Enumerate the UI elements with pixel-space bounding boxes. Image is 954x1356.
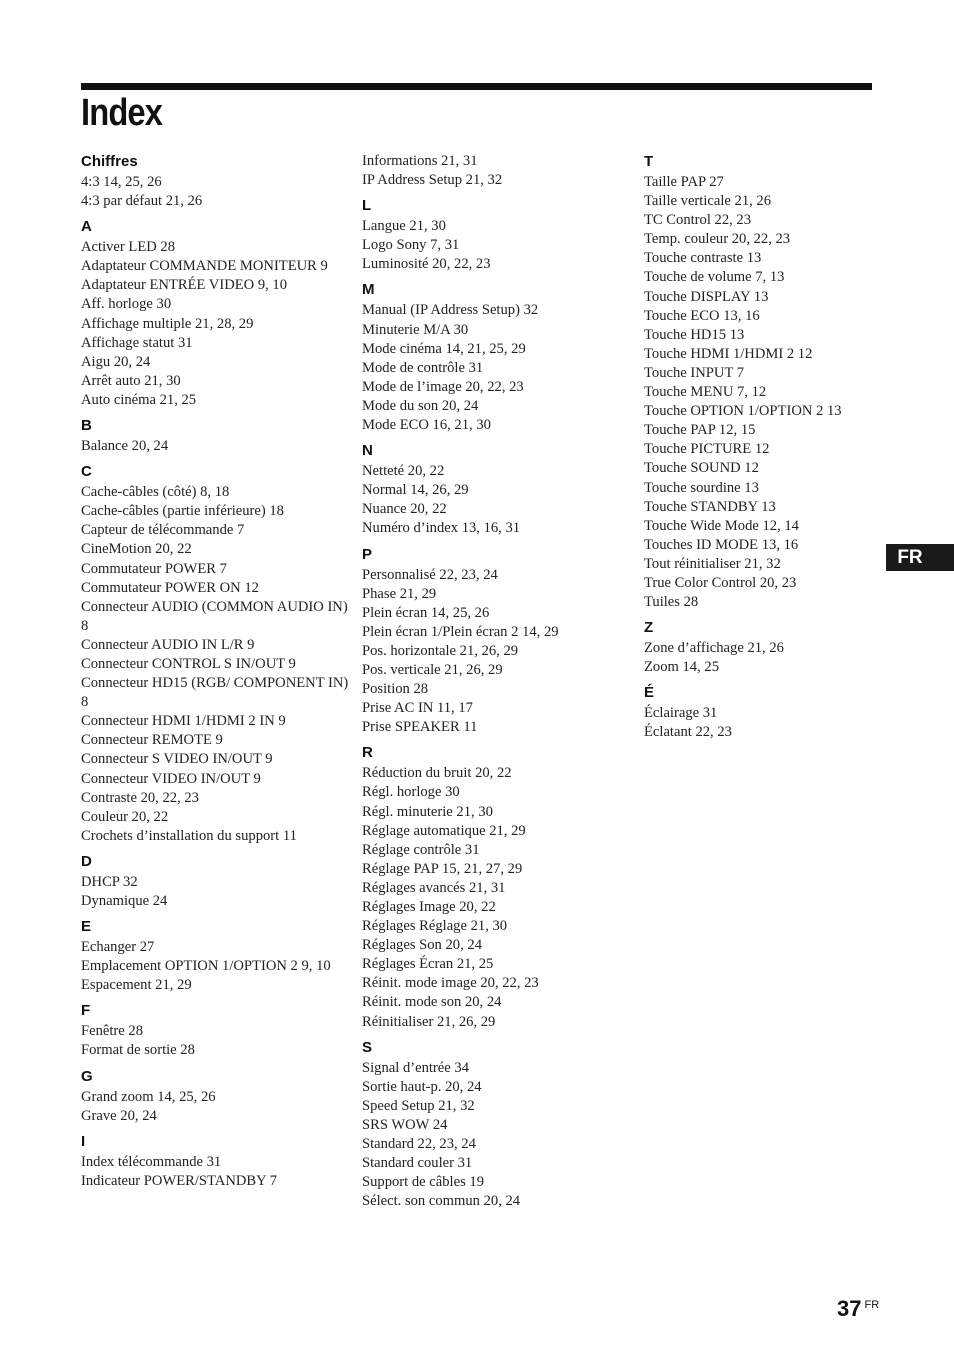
index-entry: Index télécommande 31 (81, 1153, 222, 1170)
index-entry: Sélect. son commun 20, 24 (362, 1193, 521, 1210)
index-section (81, 152, 351, 211)
index-entry: Sortie haut-p. 20, 24 (362, 1078, 482, 1095)
index-entry: Mode de contrôle 31 (362, 359, 484, 376)
index-entry: Cache-câbles (partie inférieure) 18 (81, 503, 284, 520)
index-entry: Grand zoom 14, 25, 26 (81, 1088, 216, 1105)
index-letter-heading: D (81, 852, 92, 870)
index-entry: Cache-câbles (côté) 8, 18 (81, 484, 230, 501)
index-column-3 (644, 152, 914, 743)
index-section (644, 152, 914, 612)
index-entry: Connecteur REMOTE 9 (81, 732, 223, 749)
index-entry: Tuiles 28 (644, 594, 699, 611)
index-entry: Touche PAP 12, 15 (644, 422, 756, 439)
index-section (362, 441, 632, 538)
index-entry: Touche contraste 13 (644, 250, 762, 267)
index-entry: Éclairage 31 (644, 705, 718, 722)
index-entry: Activer LED 28 (81, 239, 176, 256)
index-letter-heading: A (81, 218, 92, 236)
index-letter-heading: Chiffres (81, 153, 138, 170)
index-entry: Réglage contrôle 31 (362, 841, 480, 858)
index-entry: Mode ECO 16, 21, 30 (362, 417, 491, 434)
index-column-2 (362, 152, 632, 1211)
index-section (362, 280, 632, 435)
index-entry: Phase 21, 29 (362, 585, 437, 602)
index-entry: Support de câbles 19 (362, 1174, 484, 1191)
index-entry: TC Control 22, 23 (644, 212, 752, 229)
index-entry: Netteté 20, 22 (362, 463, 445, 480)
index-entry: Capteur de télécommande 7 (81, 522, 245, 539)
index-entry: Connecteur AUDIO IN L/R 9 (81, 636, 255, 653)
index-entry: Touche HD15 13 (644, 326, 745, 343)
index-entry: Zoom 14, 25 (644, 659, 719, 676)
index-entry: Position 28 (362, 681, 429, 698)
index-entry: Touche Wide Mode 12, 14 (644, 517, 799, 534)
index-entry: 4:3 14, 25, 26 (81, 174, 162, 190)
index-entry: Normal 14, 26, 29 (362, 482, 469, 499)
index-entry: Speed Setup 21, 32 (362, 1097, 475, 1114)
index-entry: Connecteur S VIDEO IN/OUT 9 (81, 751, 273, 768)
index-section (362, 196, 632, 274)
index-section (81, 852, 351, 911)
index-entry: Taille PAP 27 (644, 174, 724, 190)
index-entry: Réglages Son 20, 24 (362, 937, 482, 954)
index-entry: Arrêt auto 21, 30 (81, 372, 181, 389)
index-entry: Réduction du bruit 20, 22 (362, 765, 512, 782)
index-entry: Touche MENU 7, 12 (644, 384, 767, 401)
index-entry: Standard couler 31 (362, 1155, 473, 1172)
index-section (81, 1132, 351, 1191)
index-entry: Minuterie M/A 30 (362, 321, 469, 338)
index-section (81, 1001, 351, 1060)
index-entry: Réinit. mode son 20, 24 (362, 994, 502, 1011)
index-entry: Personnalisé 22, 23, 24 (362, 566, 498, 583)
index-entry: Touche ECO 13, 16 (644, 307, 760, 324)
index-entry: Dynamique 24 (81, 893, 168, 909)
page-number-value: 37 (837, 1296, 862, 1321)
index-entry: Réglages avancés 21, 31 (362, 879, 506, 896)
index-entry: Connecteur AUDIO (COMMON AUDIO IN) 8 (81, 598, 348, 634)
index-section (81, 462, 351, 846)
index-section (362, 152, 632, 190)
index-entry: Pos. verticale 21, 26, 29 (362, 661, 503, 678)
index-section (81, 416, 351, 456)
index-entry: Réglage PAP 15, 21, 27, 29 (362, 860, 523, 877)
index-entry: Signal d’entrée 34 (362, 1059, 469, 1076)
index-entry: Taille verticale 21, 26 (644, 193, 772, 210)
index-entry: Tout réinitialiser 21, 32 (644, 555, 781, 572)
page-title: Index (81, 92, 163, 134)
index-entry: Touches ID MODE 13, 16 (644, 536, 799, 553)
index-entry: Réglage automatique 21, 29 (362, 822, 526, 839)
index-entry: Adaptateur COMMANDE MONITEUR 9 (81, 258, 328, 275)
index-section (81, 1067, 351, 1126)
index-entry: Commutateur POWER 7 (81, 560, 227, 577)
index-letter-heading: É (644, 684, 655, 702)
index-letter-heading: C (81, 463, 92, 481)
index-entry: Couleur 20, 22 (81, 808, 169, 825)
index-letter-heading: E (81, 918, 92, 936)
index-entry: Logo Sony 7, 31 (362, 237, 460, 254)
index-entry: Connecteur HDMI 1/HDMI 2 IN 9 (81, 713, 286, 730)
index-entry: Connecteur VIDEO IN/OUT 9 (81, 770, 261, 787)
index-letter-heading: F (81, 1002, 91, 1020)
index-entry: Touche de volume 7, 13 (644, 269, 785, 286)
index-entry: CineMotion 20, 22 (81, 541, 192, 558)
index-entry: Touche STANDBY 13 (644, 498, 776, 515)
index-entry: True Color Control 20, 23 (644, 574, 797, 591)
index-entry: Grave 20, 24 (81, 1107, 157, 1124)
page-number (837, 1296, 879, 1322)
index-entry: Zone d’affichage 21, 26 (644, 640, 784, 657)
index-letter-heading: L (362, 197, 372, 215)
index-entry: Langue 21, 30 (362, 218, 446, 235)
index-letter-heading: P (362, 545, 373, 563)
index-entry: Réglages Image 20, 22 (362, 899, 496, 915)
index-entry: Réinitialiser 21, 26, 29 (362, 1013, 496, 1030)
index-entry: Nuance 20, 22 (362, 501, 447, 518)
index-entry: Luminosité 20, 22, 23 (362, 256, 491, 273)
index-entry: Informations 21, 31 (362, 153, 478, 169)
index-entry: Touche OPTION 1/OPTION 2 13 (644, 403, 842, 420)
index-entry: Touche SOUND 12 (644, 460, 759, 477)
index-letter-heading: R (362, 744, 373, 762)
index-entry: DHCP 32 (81, 873, 138, 890)
index-entry: Régl. minuterie 21, 30 (362, 803, 493, 820)
index-entry: 4:3 par défaut 21, 26 (81, 193, 203, 210)
index-entry: Balance 20, 24 (81, 438, 169, 455)
index-entry: Plein écran 14, 25, 26 (362, 604, 490, 621)
language-tab: FR (886, 544, 954, 571)
index-entry: Numéro d’index 13, 16, 31 (362, 520, 521, 537)
index-letter-heading: T (644, 153, 654, 170)
index-entry: Aigu 20, 24 (81, 353, 151, 370)
index-entry: Manual (IP Address Setup) 32 (362, 302, 539, 319)
index-entry: Contraste 20, 22, 23 (81, 789, 199, 806)
index-entry: Mode de l’image 20, 22, 23 (362, 378, 524, 395)
index-letter-heading: M (362, 281, 375, 299)
index-entry: Prise AC IN 11, 17 (362, 700, 473, 717)
index-section (81, 917, 351, 995)
index-letter-heading: Z (644, 619, 654, 637)
index-entry: Prise SPEAKER 11 (362, 719, 478, 736)
index-letter-heading: S (362, 1038, 373, 1056)
index-entry: Crochets d’installation du support 11 (81, 827, 297, 844)
index-entry: Fenêtre 28 (81, 1023, 144, 1040)
index-entry: Auto cinéma 21, 25 (81, 391, 197, 408)
index-entry: Touche INPUT 7 (644, 364, 745, 381)
index-entry: Format de sortie 28 (81, 1042, 195, 1059)
index-entry: Aff. horloge 30 (81, 296, 172, 313)
index-entry: Emplacement OPTION 1/OPTION 2 9, 10 (81, 958, 331, 975)
index-entry: Affichage multiple 21, 28, 29 (81, 315, 254, 332)
index-entry: Régl. horloge 30 (362, 784, 460, 801)
index-section (81, 217, 351, 410)
index-section (362, 545, 632, 738)
index-entry: Standard 22, 23, 24 (362, 1136, 476, 1153)
index-entry: Réglages Réglage 21, 30 (362, 918, 508, 935)
index-entry: Réinit. mode image 20, 22, 23 (362, 975, 539, 992)
title-rule (81, 83, 872, 90)
index-letter-heading: I (81, 1132, 86, 1150)
index-entry: Touche HDMI 1/HDMI 2 12 (644, 345, 813, 362)
index-entry: Réglages Écran 21, 25 (362, 956, 494, 973)
index-entry: Plein écran 1/Plein écran 2 14, 29 (362, 623, 559, 640)
index-entry: Connecteur CONTROL S IN/OUT 9 (81, 655, 296, 672)
index-entry: Affichage statut 31 (81, 334, 193, 351)
index-entry: Connecteur HD15 (RGB/ COMPONENT IN) 8 (81, 675, 349, 711)
index-column-1 (81, 152, 351, 1191)
page-number-suffix: FR (864, 1299, 880, 1311)
index-entry: Echanger 27 (81, 939, 155, 956)
index-entry: Commutateur POWER ON 12 (81, 579, 259, 596)
index-entry: Pos. horizontale 21, 26, 29 (362, 642, 519, 659)
index-entry: Éclatant 22, 23 (644, 724, 732, 741)
index-entry: SRS WOW 24 (362, 1116, 448, 1133)
index-entry: Temp. couleur 20, 22, 23 (644, 231, 791, 248)
index-letter-heading: G (81, 1067, 93, 1085)
index-entry: Touche sourdine 13 (644, 479, 759, 496)
index-entry: Mode cinéma 14, 21, 25, 29 (362, 340, 526, 357)
index-entry: Indicateur POWER/STANDBY 7 (81, 1172, 278, 1189)
index-section (362, 743, 632, 1031)
index-entry: Adaptateur ENTRÉE VIDEO 9, 10 (81, 277, 288, 294)
index-letter-heading: B (81, 417, 92, 435)
index-section (644, 618, 914, 677)
index-entry: Mode du son 20, 24 (362, 397, 479, 414)
index-section (644, 683, 914, 742)
index-entry: Touche DISPLAY 13 (644, 288, 769, 305)
index-entry: Touche PICTURE 12 (644, 441, 770, 458)
index-section (362, 1038, 632, 1212)
index-letter-heading: N (362, 442, 373, 460)
index-entry: IP Address Setup 21, 32 (362, 172, 503, 189)
index-entry: Espacement 21, 29 (81, 977, 192, 994)
